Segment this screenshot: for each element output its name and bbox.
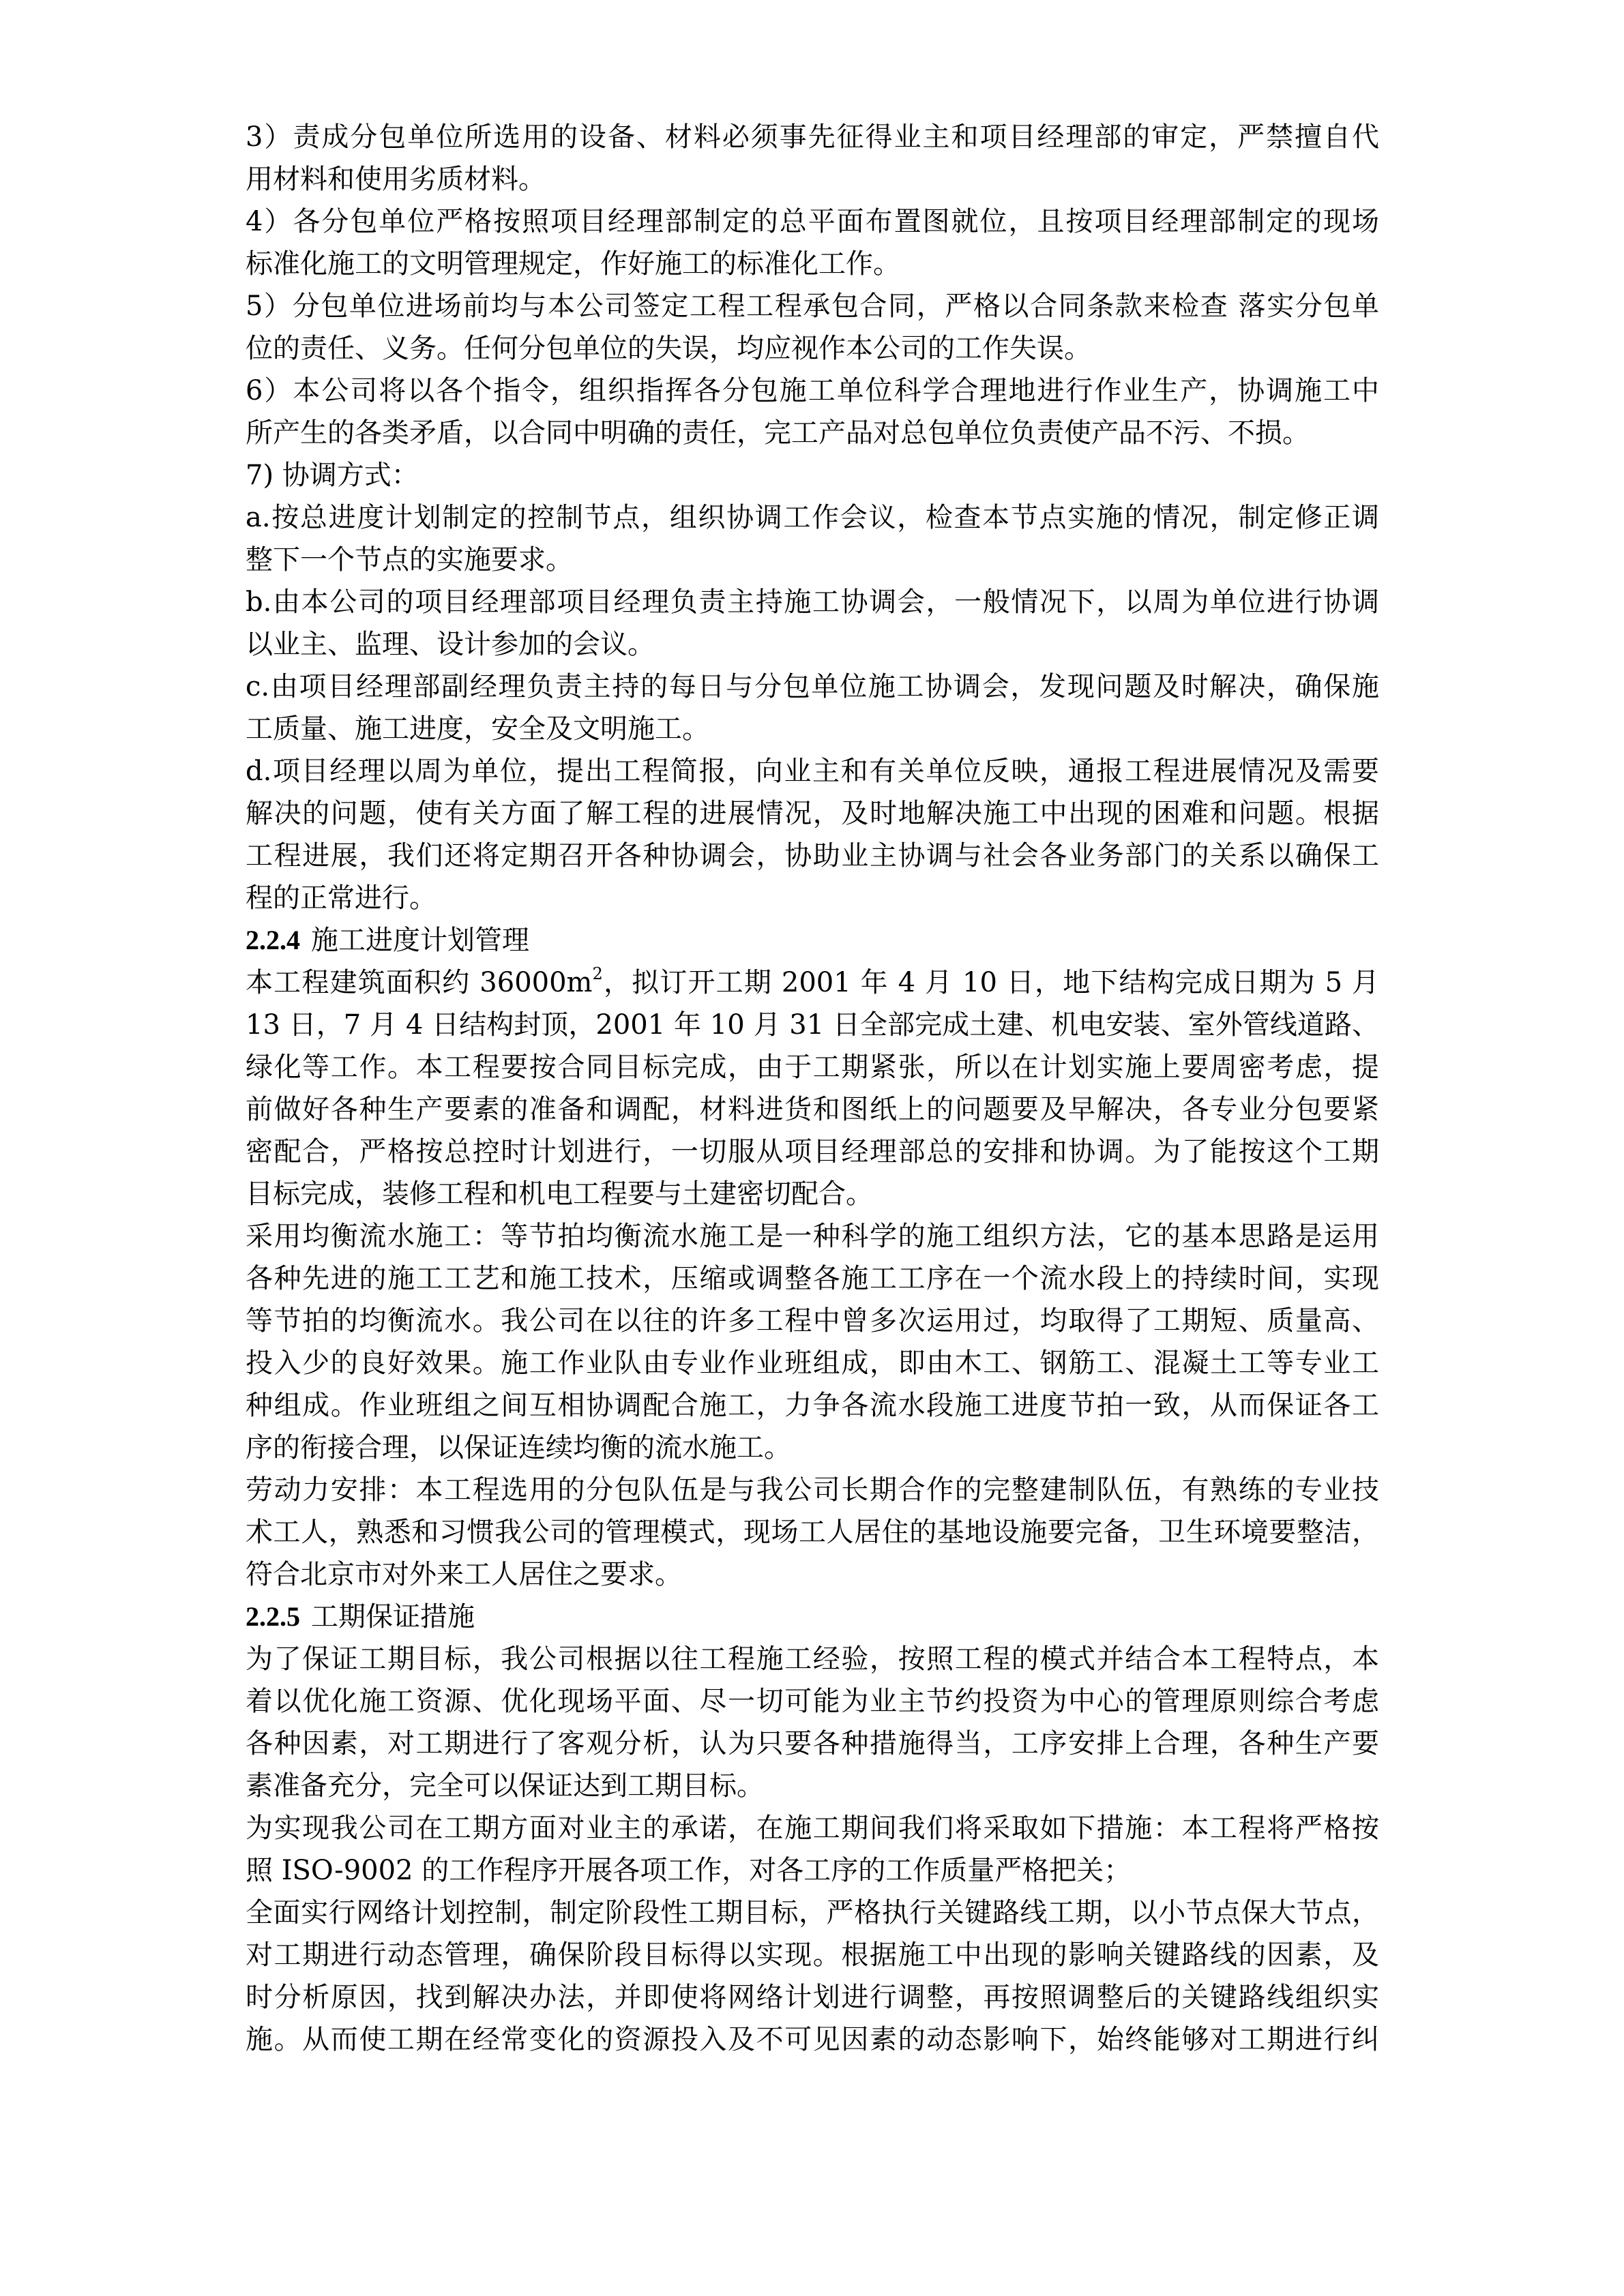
text-line: 为了保证工期目标，我公司根据以往工程施工经验，按照工程的模式并结合本工程特点，本 <box>246 1643 1379 1675</box>
paragraph-network-plan <box>246 1892 1379 2061</box>
text-line: 投入少的良好效果。施工作业队由专业作业班组成，即由木工、钢筋工、混凝土工等专业工 <box>246 1347 1379 1379</box>
text-line: 术工人，熟悉和习惯我公司的管理模式，现场工人居住的基地设施要完备，卫生环境要整洁， <box>246 1517 1379 1548</box>
text-line: c.由项目经理部副经理负责主持的每日与分包单位施工协调会，发现问题及时解决，确保施 <box>246 671 1379 702</box>
text-line: 密配合，严格按总控时计划进行，一切服从项目经理部总的安排和协调。为了能按这个工期 <box>246 1136 1379 1167</box>
text-line: 时分析原因，找到解决办法，并即使将网络计划进行调整，再按照调整后的关键路线组织实 <box>246 1982 1379 2013</box>
text-line: 所产生的各类矛盾，以合同中明确的责任，完工产品对总包单位负责使产品不污、不损。 <box>246 417 1310 449</box>
text-line: 符合北京市对外来工人居住之要求。 <box>246 1559 682 1590</box>
text-line: 前做好各种生产要素的准备和调配，材料进货和图纸上的问题要及早解决，各专业分包要紧 <box>246 1094 1379 1125</box>
text-line <box>246 961 1379 1004</box>
paragraph-item-d <box>246 750 1379 919</box>
text-line: 全面实行网络计划控制，制定阶段性工期目标，严格执行关键路线工期，以小节点保大节点， <box>246 1897 1379 1928</box>
text-segment: 本工程建筑面积约 36000m <box>246 967 593 998</box>
text-line: 工质量、施工进度，安全及文明施工。 <box>246 713 709 745</box>
text-line: 3）责成分包单位所选用的设备、材料必须事先征得业主和项目经理部的审定，严禁擅自代 <box>246 121 1379 153</box>
paragraph-item-7 <box>246 454 1379 496</box>
paragraph-item-b <box>246 581 1379 666</box>
section-heading-2-2-4 <box>246 919 1379 961</box>
paragraph-labor-arrangement <box>246 1469 1379 1596</box>
section-number: 2.2.4 <box>246 925 300 955</box>
paragraph-schedule-overview <box>246 961 1379 1215</box>
text-line: 序的衔接合理，以保证连续均衡的流水施工。 <box>246 1432 791 1463</box>
text-line: 标准化施工的文明管理规定，作好施工的标准化工作。 <box>246 248 900 280</box>
section-heading-2-2-5 <box>246 1596 1379 1638</box>
paragraph-item-4 <box>246 200 1379 285</box>
paragraph-item-5 <box>246 285 1379 370</box>
superscript: 2 <box>592 964 603 983</box>
text-line: 施。从而使工期在经常变化的资源投入及不可见因素的动态影响下，始终能够对工期进行纠 <box>246 2024 1379 2055</box>
text-line: 目标完成，装修工程和机电工程要与土建密切配合。 <box>246 1178 873 1210</box>
text-line: 绿化等工作。本工程要按合同目标完成，由于工期紧张，所以在计划实施上要周密考虑，提 <box>246 1052 1379 1083</box>
text-line: 以业主、监理、设计参加的会议。 <box>246 629 655 660</box>
text-line: 采用均衡流水施工：等节拍均衡流水施工是一种科学的施工组织方法，它的基本思路是运用 <box>246 1221 1379 1252</box>
text-line: b.由本公司的项目经理部项目经理负责主持施工协调会，一般情况下，以周为单位进行协调 <box>246 586 1379 618</box>
paragraph-item-a <box>246 496 1379 581</box>
document-page <box>246 116 1379 2061</box>
text-line: 对工期进行动态管理，确保阶段目标得以实现。根据施工中出现的影响关键路线的因素，及 <box>246 1939 1379 1971</box>
text-line: 工程进展，我们还将定期召开各种协调会，协助业主协调与社会各业务部门的关系以确保工 <box>246 840 1379 871</box>
text-line: 着以优化施工资源、优化现场平面、尽一切可能为业主节约投资为中心的管理原则综合考虑 <box>246 1686 1379 1717</box>
text-line: 4）各分包单位严格按照项目经理部制定的总平面布置图就位，且按项目经理部制定的现场 <box>246 206 1379 237</box>
text-line: a.按总进度计划制定的控制节点，组织协调工作会议，检查本节点实施的情况，制定修正调 <box>246 502 1379 533</box>
paragraph-item-3 <box>246 116 1379 200</box>
paragraph-balanced-flow <box>246 1215 1379 1469</box>
text-line: 种组成。作业班组之间互相协调配合施工，力争各流水段施工进度节拍一致，从而保证各工 <box>246 1390 1379 1421</box>
text-line: 位的责任、义务。任何分包单位的失误，均应视作本公司的工作失误。 <box>246 333 1091 364</box>
paragraph-iso-commitment <box>246 1807 1379 1892</box>
section-title: 工期保证措施 <box>311 1601 475 1632</box>
text-line: 7) 协调方式： <box>246 460 419 491</box>
text-line: 为实现我公司在工期方面对业主的承诺，在施工期间我们将采取如下措施：本工程将严格按 <box>246 1813 1379 1844</box>
text-line: 素准备充分，完全可以保证达到工期目标。 <box>246 1770 764 1802</box>
section-number: 2.2.5 <box>246 1601 300 1632</box>
text-line: 照 ISO-9002 的工作程序开展各项工作，对各工序的工作质量严格把关； <box>246 1855 1132 1886</box>
text-line: 用材料和使用劣质材料。 <box>246 164 546 195</box>
text-line: 等节拍的均衡流水。我公司在以往的许多工程中曾多次运用过，均取得了工期短、质量高、 <box>246 1305 1379 1337</box>
paragraph-item-6 <box>246 370 1379 454</box>
text-line: d.项目经理以周为单位，提出工程简报，向业主和有关单位反映，通报工程进展情况及需要 <box>246 756 1379 787</box>
text-line: 劳动力安排：本工程选用的分包队伍是与我公司长期合作的完整建制队伍，有熟练的专业技 <box>246 1474 1379 1506</box>
section-title: 施工进度计划管理 <box>311 925 529 956</box>
text-line: 程的正常进行。 <box>246 882 437 914</box>
text-segment: ，拟订开工期 2001 年 4 月 10 日，地下结构完成日期为 5 月 <box>602 967 1379 998</box>
paragraph-item-c <box>246 666 1379 750</box>
text-line: 13 日，7 月 4 日结构封顶，2001 年 10 月 31 日全部完成土建、机电安装、室外管线道路、 <box>246 1009 1379 1041</box>
text-line: 5）分包单位进场前均与本公司签定工程工程承包合同，严格以合同条款来检查 落实分包单 <box>246 290 1379 322</box>
text-line: 6）本公司将以各个指令，组织指挥各分包施工单位科学合理地进行作业生产，协调施工中 <box>246 375 1379 406</box>
text-line: 整下一个节点的实施要求。 <box>246 544 573 576</box>
paragraph-schedule-goal <box>246 1638 1379 1807</box>
text-line: 各种因素，对工期进行了客观分析，认为只要各种措施得当，工序安排上合理，各种生产要 <box>246 1728 1379 1759</box>
text-line: 各种先进的施工工艺和施工技术，压缩或调整各施工工序在一个流水段上的持续时间，实现 <box>246 1263 1379 1294</box>
text-line: 解决的问题，使有关方面了解工程的进展情况，及时地解决施工中出现的困难和问题。根据 <box>246 798 1379 829</box>
